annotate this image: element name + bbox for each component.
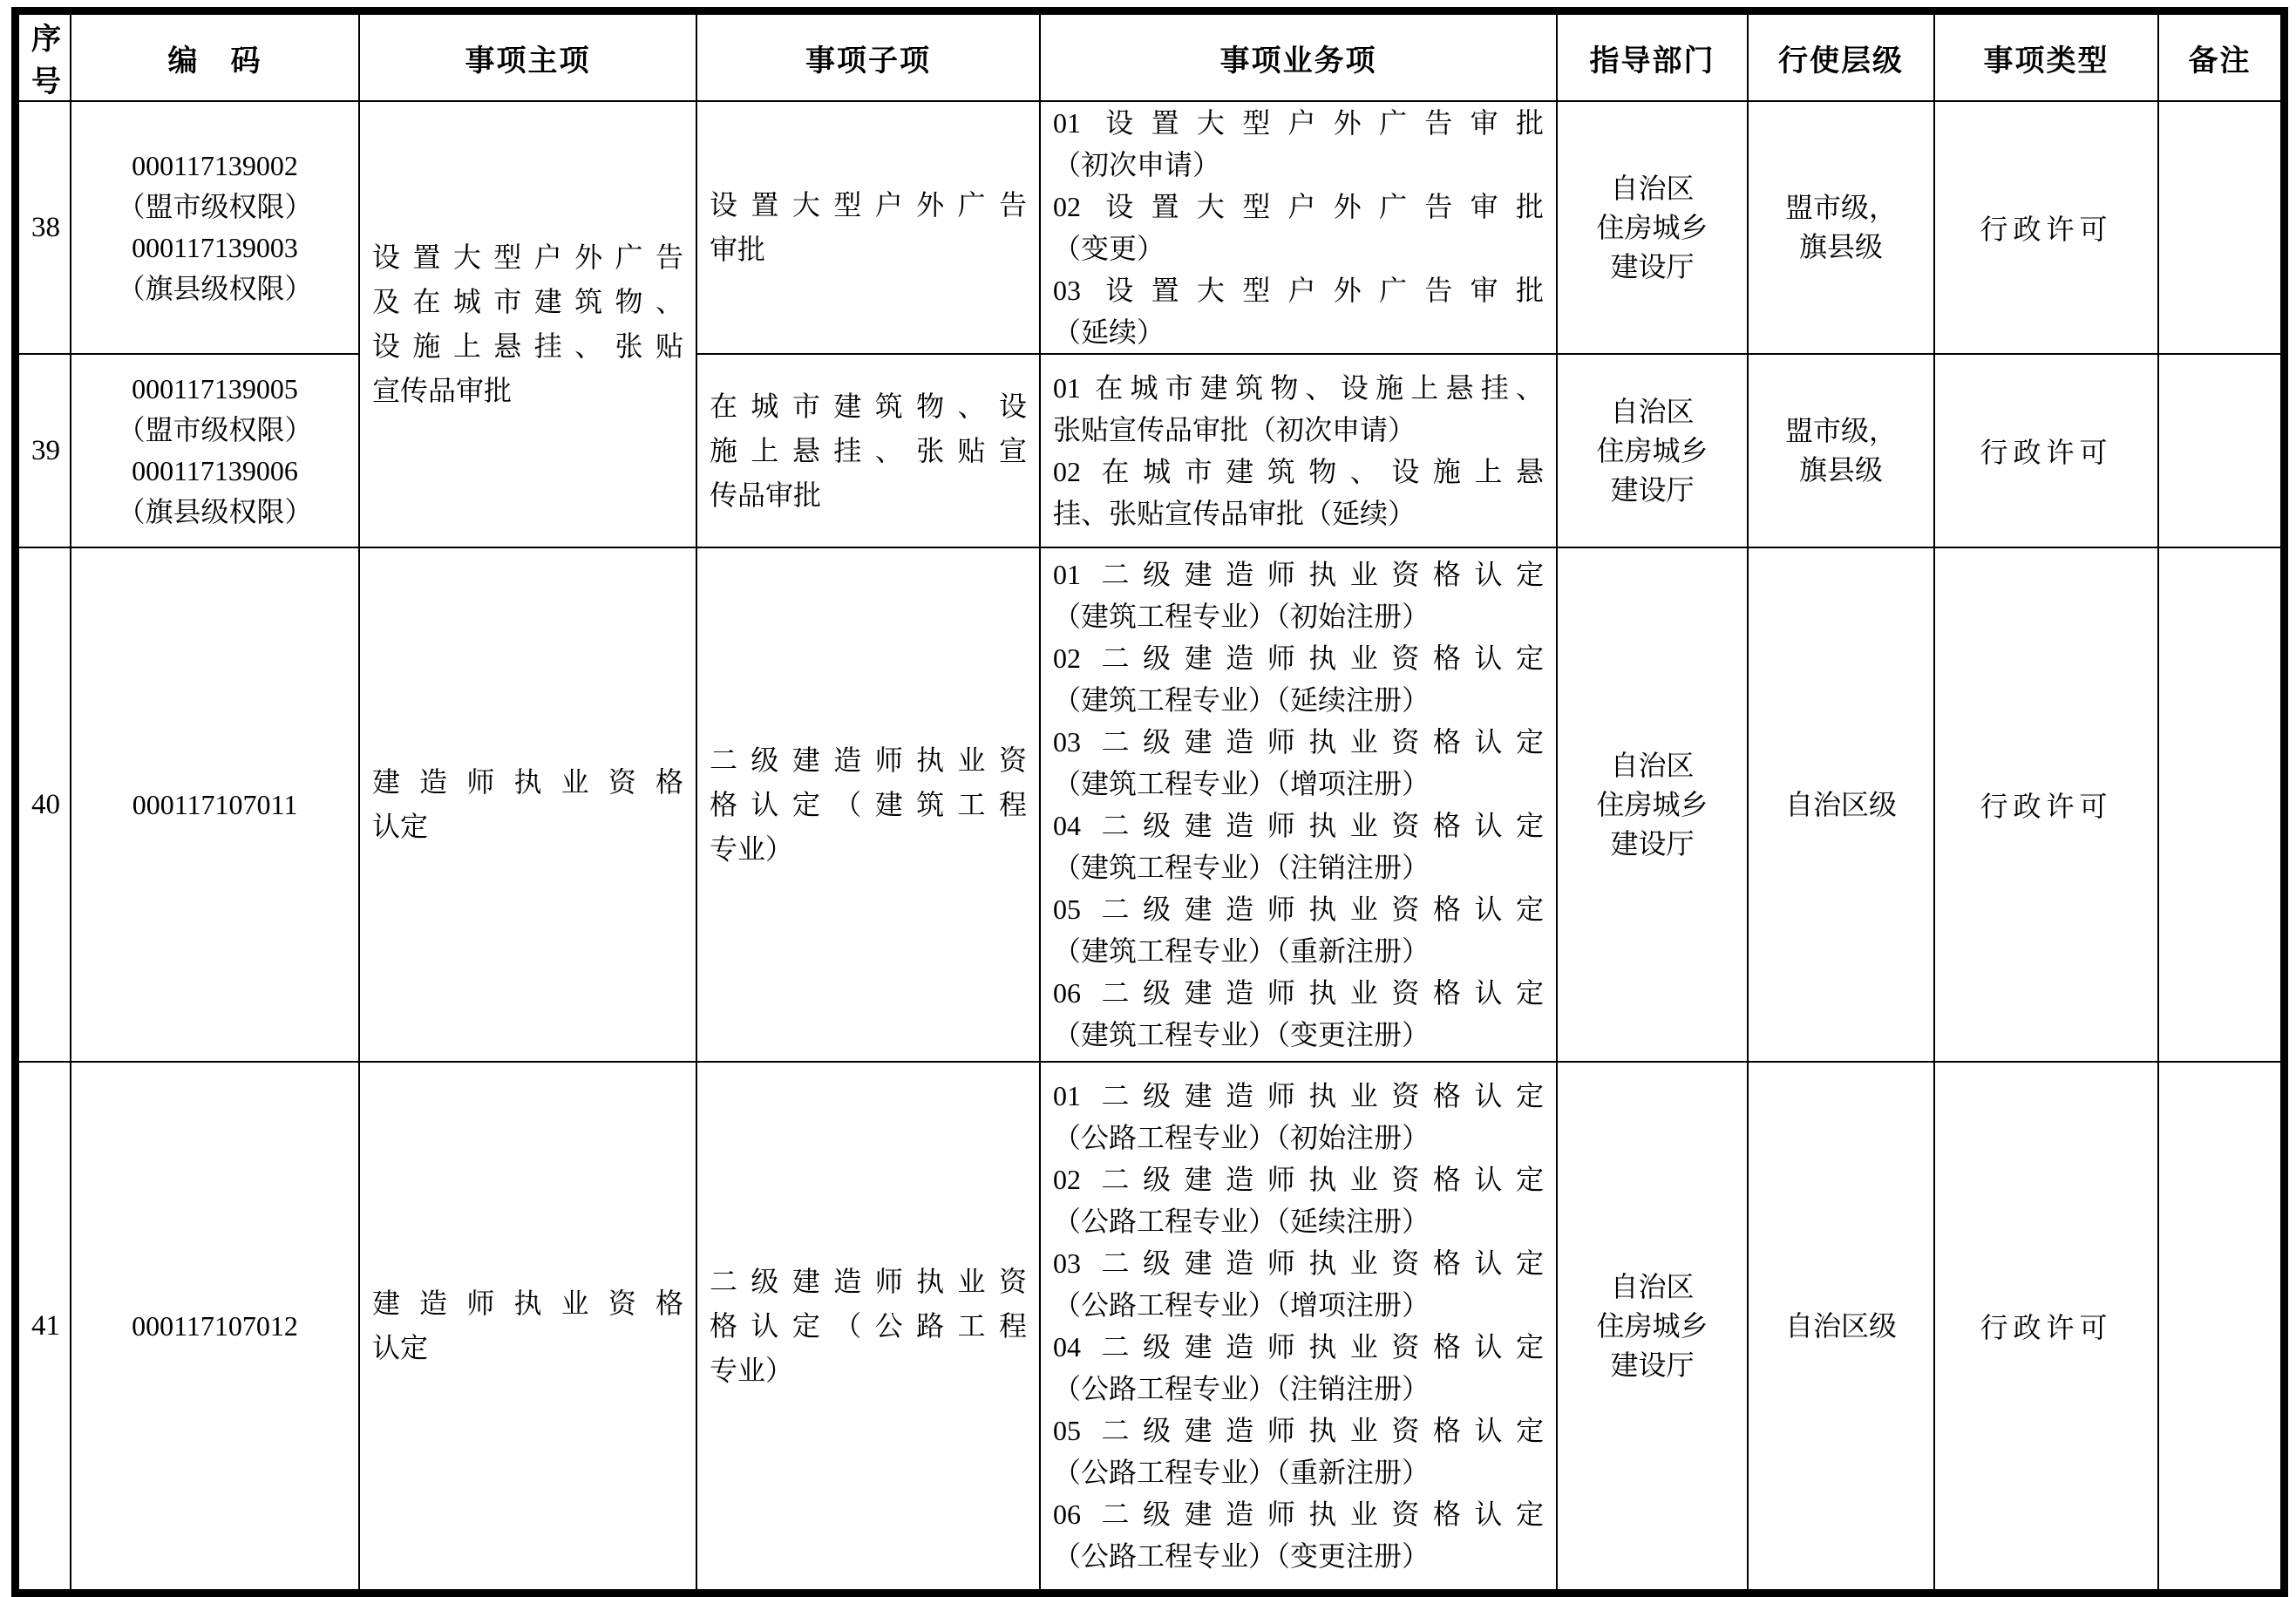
cell-level: 自治区级 bbox=[1748, 547, 1934, 1062]
col-header-dept: 指导部门 bbox=[1557, 14, 1748, 101]
cell-business-items bbox=[1040, 1062, 1557, 1590]
business-item: 01 在城市建筑物、设施上悬挂、 张贴宣传品审批（初次申请） bbox=[1053, 372, 1544, 445]
cell-dept: 自治区 住房城乡 建设厅 bbox=[1557, 101, 1748, 354]
header-row bbox=[18, 14, 2281, 101]
cell-dept: 自治区 住房城乡 建设厅 bbox=[1557, 1062, 1748, 1590]
cell-remark bbox=[2158, 101, 2281, 354]
col-header-sub-item: 事项子项 bbox=[696, 14, 1040, 101]
cell-dept: 自治区 住房城乡 建设厅 bbox=[1557, 354, 1748, 547]
cell-code: 000117107012 bbox=[71, 1062, 359, 1590]
cell-serial: 38 bbox=[18, 101, 71, 354]
business-item: 06 二级建造师执业资格认定 （公路工程专业）（变更注册） bbox=[1053, 1498, 1544, 1572]
cell-main-item: 设置大型户外广告 及在城市建筑物、 设施上悬挂、张贴 宣传品审批 bbox=[359, 101, 696, 547]
cell-type: 行政许可 bbox=[1934, 547, 2158, 1062]
business-item: 03 设置大型户外广告审批 （延续） bbox=[1053, 275, 1544, 348]
cell-main-item: 建造师执业资格 认定 bbox=[359, 1062, 696, 1590]
business-item: 02 二级建造师执业资格认定 （建筑工程专业）（延续注册） bbox=[1053, 642, 1544, 716]
business-item: 04 二级建造师执业资格认定 （建筑工程专业）（注销注册） bbox=[1053, 810, 1544, 883]
cell-sub-item: 二级建造师执业资 格认定（建筑工程 专业） bbox=[696, 547, 1040, 1062]
table-row-38 bbox=[18, 101, 2281, 354]
business-item: 02 二级建造师执业资格认定 （公路工程专业）（延续注册） bbox=[1053, 1164, 1544, 1237]
cell-level: 盟市级， 旗县级 bbox=[1748, 354, 1934, 547]
cell-type: 行政许可 bbox=[1934, 101, 2158, 354]
cell-remark bbox=[2158, 354, 2281, 547]
col-header-serial: 序号 bbox=[18, 14, 71, 101]
cell-type: 行政许可 bbox=[1934, 354, 2158, 547]
cell-serial: 40 bbox=[18, 547, 71, 1062]
business-item: 04 二级建造师执业资格认定 （公路工程专业）（注销注册） bbox=[1053, 1331, 1544, 1404]
cell-sub-item: 设置大型户外广告 审批 bbox=[696, 101, 1040, 354]
cell-remark bbox=[2158, 547, 2281, 1062]
cell-type: 行政许可 bbox=[1934, 1062, 2158, 1590]
col-header-remark: 备注 bbox=[2158, 14, 2281, 101]
col-header-level: 行使层级 bbox=[1748, 14, 1934, 101]
col-header-main-item: 事项主项 bbox=[359, 14, 696, 101]
business-item: 03 二级建造师执业资格认定 （建筑工程专业）（增项注册） bbox=[1053, 726, 1544, 799]
document-table-frame bbox=[11, 7, 2288, 1597]
business-item: 02 设置大型户外广告审批 （变更） bbox=[1053, 191, 1544, 264]
items-table bbox=[17, 13, 2282, 1591]
business-item: 01 二级建造师执业资格认定 （建筑工程专业）（初始注册） bbox=[1053, 559, 1544, 632]
business-item: 05 二级建造师执业资格认定 （公路工程专业）（重新注册） bbox=[1053, 1415, 1544, 1488]
table-row-39 bbox=[18, 354, 2281, 547]
cell-code: 000117139005 （盟市级权限） 000117139006 （旗县级权限） bbox=[71, 354, 359, 547]
business-item: 03 二级建造师执业资格认定 （公路工程专业）（增项注册） bbox=[1053, 1247, 1544, 1321]
cell-sub-item: 在城市建筑物、设 施上悬挂、张贴宣 传品审批 bbox=[696, 354, 1040, 547]
cell-serial: 39 bbox=[18, 354, 71, 547]
business-item: 05 二级建造师执业资格认定 （建筑工程专业）（重新注册） bbox=[1053, 894, 1544, 967]
table-row-40 bbox=[18, 547, 2281, 1062]
cell-serial: 41 bbox=[18, 1062, 71, 1590]
cell-code: 000117139002 （盟市级权限） 000117139003 （旗县级权限） bbox=[71, 101, 359, 354]
cell-level: 自治区级 bbox=[1748, 1062, 1934, 1590]
cell-main-item: 建造师执业资格 认定 bbox=[359, 547, 696, 1062]
table-row-41 bbox=[18, 1062, 2281, 1590]
col-header-type: 事项类型 bbox=[1934, 14, 2158, 101]
business-item: 06 二级建造师执业资格认定 （建筑工程专业）（变更注册） bbox=[1053, 977, 1544, 1050]
cell-business-items bbox=[1040, 101, 1557, 354]
cell-business-items bbox=[1040, 547, 1557, 1062]
business-item: 02 在城市建筑物、设施上悬 挂、张贴宣传品审批（延续） bbox=[1053, 456, 1544, 529]
col-header-business-item: 事项业务项 bbox=[1040, 14, 1557, 101]
cell-code: 000117107011 bbox=[71, 547, 359, 1062]
cell-level: 盟市级， 旗县级 bbox=[1748, 101, 1934, 354]
col-header-code: 编 码 bbox=[71, 14, 359, 101]
cell-remark bbox=[2158, 1062, 2281, 1590]
cell-dept: 自治区 住房城乡 建设厅 bbox=[1557, 547, 1748, 1062]
cell-sub-item: 二级建造师执业资 格认定（公路工程 专业） bbox=[696, 1062, 1040, 1590]
business-item: 01 二级建造师执业资格认定 （公路工程专业）（初始注册） bbox=[1053, 1080, 1544, 1153]
cell-business-items bbox=[1040, 354, 1557, 547]
business-item: 01 设置大型户外广告审批 （初次申请） bbox=[1053, 107, 1544, 180]
